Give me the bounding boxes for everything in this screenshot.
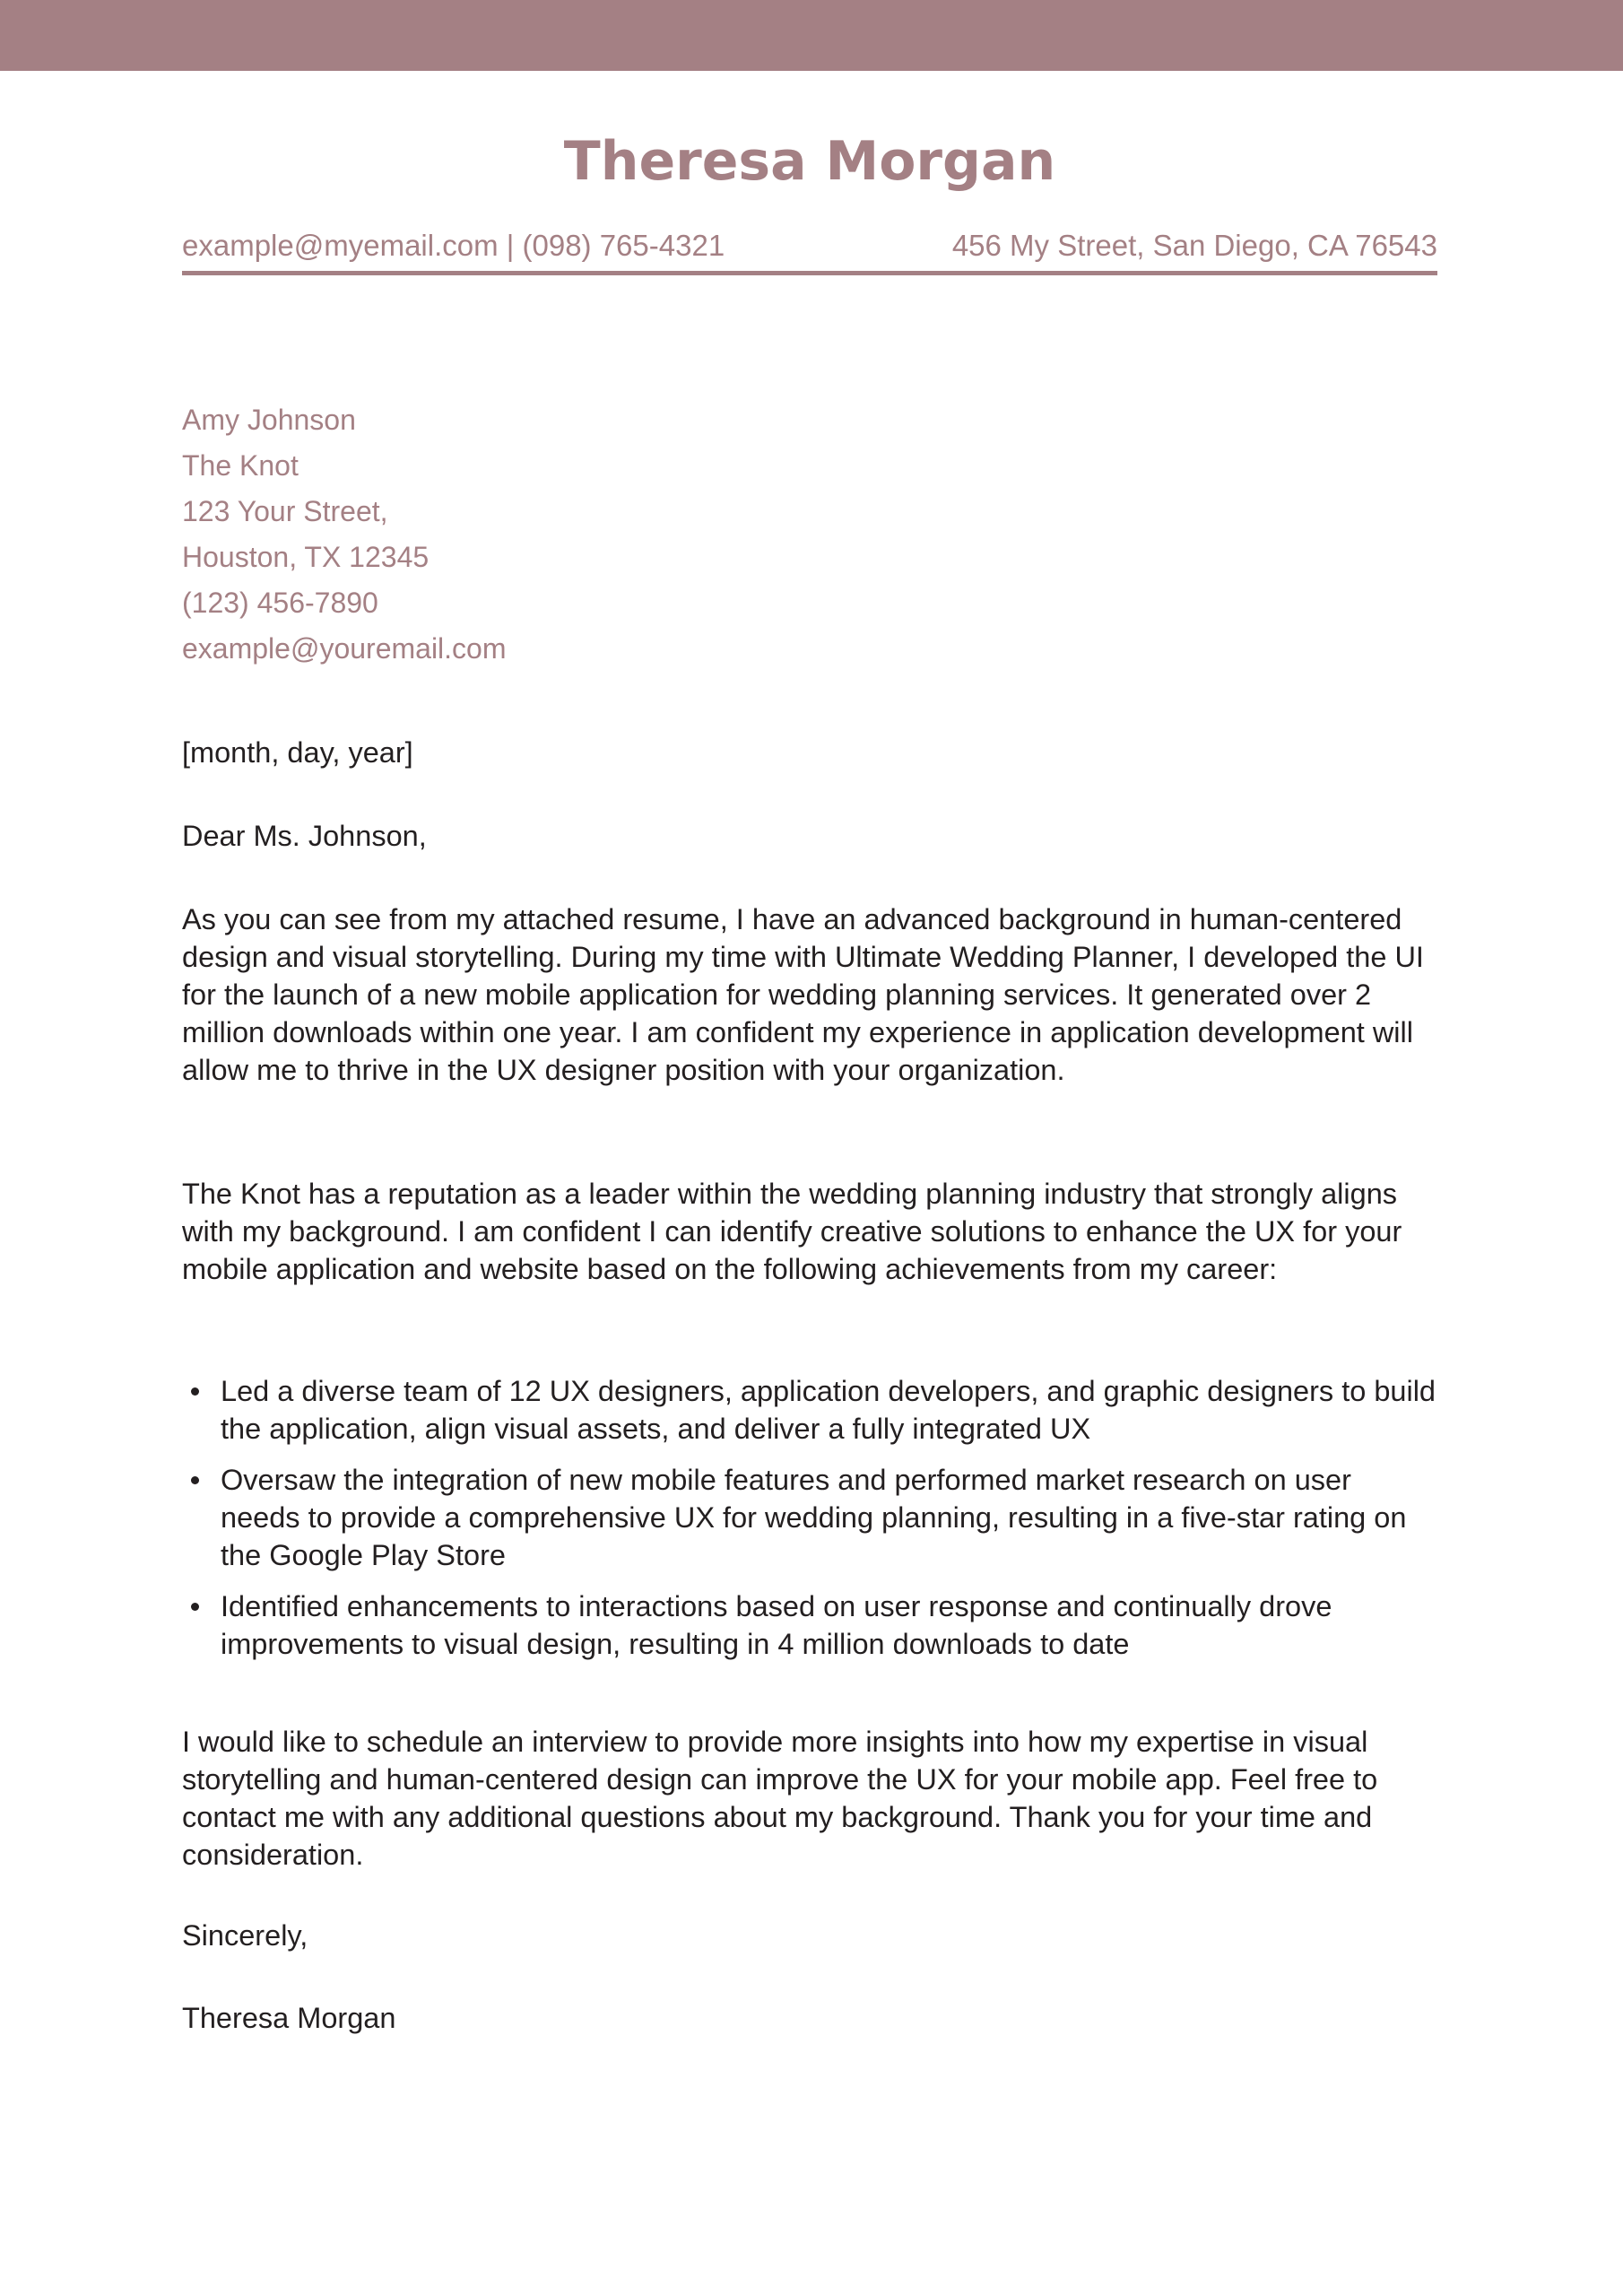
bullet-icon (191, 1476, 199, 1484)
letter-date: [month, day, year] (182, 736, 413, 769)
letter-paragraph-1: As you can see from my attached resume, I have an advanced background in human-centered design and visual storytelling. During my time with Ultimate Wedding Planner, I developed the UI for the launch of a new mobile application for wedding planning services. It generated over 2 million downloads within one year. I am confident my experience in application development will allow me to thrive in the UX designer position with your organization. (182, 903, 1424, 1086)
recipient-company: The Knot (182, 449, 299, 482)
recipient-name: Amy Johnson (182, 404, 356, 436)
list-item-text: Led a diverse team of 12 UX designers, application developers, and graphic designers to build the application, align visual assets, and deliver a fully integrated UX (221, 1375, 1436, 1445)
letter-paragraph-2: The Knot has a reputation as a leader within the wedding planning industry that strongly aligns with my background. I am confident I can identify creative solutions to enhance the UX for your mobile application and website based on the following achievements from my career: (182, 1178, 1402, 1285)
letter-salutation: Dear Ms. Johnson, (182, 820, 427, 852)
recipient-phone: (123) 456-7890 (182, 587, 378, 619)
header-color-band (0, 0, 1623, 71)
bullet-icon (191, 1387, 199, 1396)
letter-paragraph-3: I would like to schedule an interview to provide more insights into how my expertise in visual storytelling and human-centered design can improve the UX for your mobile app. Feel free to contact me with any additional questions about my background. Thank you for your time and consideration. (182, 1726, 1378, 1871)
letter-closing: Sincerely, (182, 1919, 308, 1952)
recipient-city: Houston, TX 12345 (182, 541, 430, 573)
list-item-text: Identified enhancements to interactions based on user response and continually drove improvements to visual design, resulting in 4 million downloads to date (221, 1590, 1332, 1660)
bullet-icon (191, 1603, 199, 1611)
sender-address: 456 My Street, San Diego, CA 76543 (951, 229, 1437, 262)
achievements-list (182, 1372, 1437, 1676)
recipient-block (182, 397, 507, 672)
recipient-street: 123 Your Street, (182, 495, 388, 527)
list-item (182, 1587, 1437, 1663)
list-item (182, 1461, 1437, 1574)
letter-signature: Theresa Morgan (182, 2002, 396, 2034)
sender-name: Theresa Morgan (563, 130, 1056, 193)
header-divider (182, 271, 1437, 275)
recipient-email: example@youremail.com (182, 632, 507, 665)
list-item-text: Oversaw the integration of new mobile features and performed market research on user needs to provide a comprehensive UX for wedding planning, resulting in a five-star rating on the Google Play Store (221, 1464, 1407, 1571)
list-item (182, 1372, 1437, 1448)
sender-contact-row (182, 226, 1437, 265)
sender-email-phone: example@myemail.com | (098) 765-4321 (182, 229, 725, 262)
